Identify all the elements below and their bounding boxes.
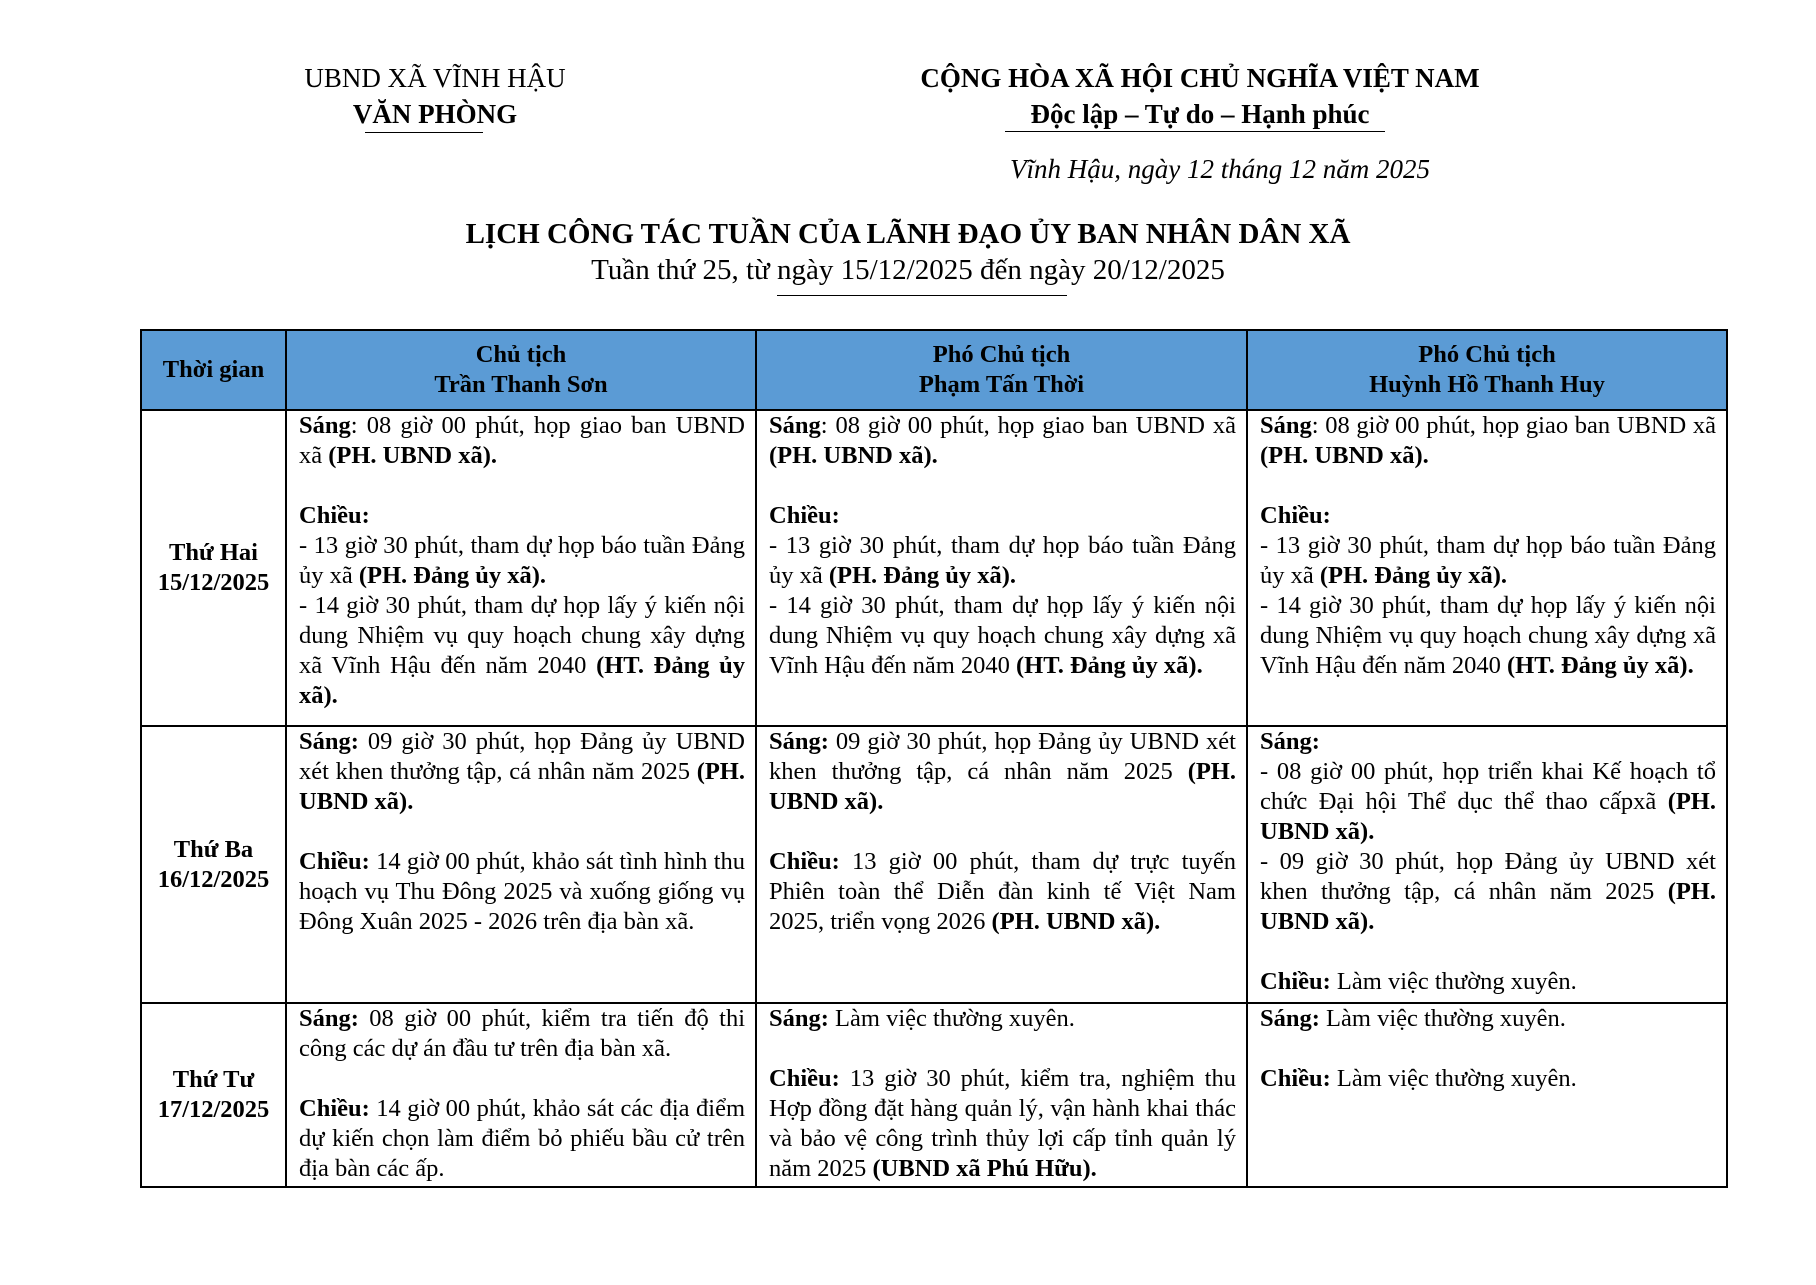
entry-item: [1260, 757, 1716, 847]
entry-text: 09 giờ 30 phút, họp Đảng ủy UBND xét khen thưởng tập, cá nhân năm 2025: [299, 728, 745, 785]
entry-location: (PH. UBND xã).: [769, 758, 1236, 815]
afternoon-label: Chiều:: [769, 1065, 840, 1092]
day-name: Thứ Hai: [169, 539, 258, 566]
entry-text: 08 giờ 00 phút, kiểm tra tiến độ thi công các dự án đầu tư trên địa bàn xã.: [299, 1005, 745, 1062]
morning-label: Sáng: [299, 412, 351, 439]
day-date: 15/12/2025: [157, 569, 270, 596]
entry-item: [1260, 847, 1716, 937]
entry-text: Làm việc thường xuyên.: [828, 1005, 1075, 1032]
schedule-cell: [756, 1003, 1247, 1187]
entry-text: 09 giờ 30 phút, họp Đảng ủy UBND xét khen thưởng tập, cá nhân năm 2025: [769, 728, 1236, 785]
entry-location: (PH. Đảng ủy xã).: [1319, 562, 1508, 589]
col-header-time: Thời gian: [141, 330, 286, 410]
schedule-cell: [1247, 726, 1727, 1003]
afternoon-entry: [769, 501, 1236, 531]
day-cell: [141, 410, 286, 726]
entry-location: (PH. UBND xã).: [1260, 878, 1716, 935]
morning-entry: [299, 1004, 745, 1064]
schedule-cell: [286, 1003, 756, 1187]
country-name: CỘNG HÒA XÃ HỘI CHỦ NGHĨA VIỆT NAM: [920, 63, 1480, 93]
morning-label: Sáng: [769, 412, 821, 439]
entry-text: : 08 giờ 00 phút, họp giao ban UBND xã: [1311, 412, 1716, 439]
col-person: Phạm Tấn Thời: [918, 371, 1085, 398]
agency-name: VĂN PHÒNG: [352, 99, 518, 129]
entry-location: (PH. UBND xã).: [991, 908, 1161, 935]
entry-text: Làm việc thường xuyên.: [1319, 1005, 1566, 1032]
morning-label: Sáng:: [1260, 728, 1320, 755]
entry-text: - 08 giờ 00 phút, họp triển khai Kế hoạch tổ chức Đại hội Thể dục thể thao cấpxã: [1260, 758, 1716, 815]
entry-location: (PH. UBND xã).: [328, 442, 498, 469]
morning-label: Sáng:: [299, 728, 359, 755]
entry-text: : 08 giờ 00 phút, họp giao ban UBND xã: [820, 412, 1236, 439]
col-role: Chủ tịch: [475, 341, 567, 368]
morning-entry: [299, 727, 745, 817]
document-subtitle: Tuần thứ 25, từ ngày 15/12/2025 đến ngày 20/12/2025: [591, 254, 1225, 286]
afternoon-label: Chiều:: [1260, 1065, 1331, 1092]
afternoon-label: Chiều:: [1260, 968, 1331, 995]
document-title: LỊCH CÔNG TÁC TUẦN CỦA LÃNH ĐẠO ỦY BAN NHÂN DÂN XÃ: [465, 218, 1351, 250]
entry-item: [1260, 591, 1716, 681]
entry-location: (HT. Đảng ủy xã).: [1507, 652, 1694, 679]
table-header-row: [141, 330, 1727, 410]
table-row: [141, 726, 1727, 1003]
schedule-cell: [756, 410, 1247, 726]
afternoon-entry: [1260, 967, 1716, 997]
day-cell: [141, 1003, 286, 1187]
motto-underline: [1005, 131, 1385, 132]
col-header-vice-chairman-1: [756, 330, 1247, 410]
col-person: Trần Thanh Sơn: [434, 371, 608, 398]
col-role: Phó Chủ tịch: [932, 341, 1071, 368]
entry-location: (UBND xã Phú Hữu).: [872, 1155, 1097, 1182]
day-name: Thứ Tư: [172, 1066, 255, 1093]
entry-text: - 14 giờ 30 phút, tham dự họp lấy ý kiến nội dung Nhiệm vụ quy hoạch chung xây dựng xã Vĩnh Hậu đến năm 2040: [1260, 592, 1716, 679]
entry-text: 13 giờ 00 phút, tham dự trực tuyến Phiên toàn thể Diễn đàn kinh tế Việt Nam 2025, triển vọng 2026: [769, 848, 1236, 935]
entry-item: [1260, 531, 1716, 591]
morning-entry: [769, 411, 1236, 471]
entry-location: (HT. Đảng ủy xã).: [1016, 652, 1203, 679]
entry-text: - 13 giờ 30 phút, tham dự họp báo tuần Đảng ủy xã: [1260, 532, 1716, 589]
entry-location: (PH. UBND xã).: [769, 442, 938, 469]
afternoon-entry: [299, 847, 745, 937]
morning-entry: [769, 727, 1236, 817]
agency-parent: UBND XÃ VĨNH HẬU: [304, 63, 566, 93]
morning-label: Sáng:: [769, 728, 829, 755]
entry-text: 14 giờ 00 phút, khảo sát các địa điểm dự kiến chọn làm điểm bỏ phiếu bầu cử trên địa bàn các ấp.: [299, 1095, 745, 1182]
table-row: [141, 1003, 1727, 1187]
morning-entry: [769, 1004, 1236, 1034]
schedule-cell: [1247, 410, 1727, 726]
afternoon-entry: [1260, 1064, 1716, 1094]
entry-text: 13 giờ 30 phút, kiểm tra, nghiệm thu Hợp đồng đặt hàng quản lý, vận hành khai thác và bảo vệ công trình thủy lợi cấp tỉnh quản lý năm 2025: [769, 1065, 1236, 1182]
entry-text: Làm việc thường xuyên.: [1330, 1065, 1577, 1092]
entry-item: [299, 531, 745, 591]
entry-location: (PH. Đảng ủy xã).: [828, 562, 1017, 589]
morning-label: Sáng: [1260, 412, 1312, 439]
entry-location: (PH. UBND xã).: [1260, 788, 1716, 845]
entry-text: - 14 giờ 30 phút, tham dự họp lấy ý kiến nội dung Nhiệm vụ quy hoạch chung xây dựng xã Vĩnh Hậu đến năm 2040: [299, 592, 745, 679]
entry-text: - 09 giờ 30 phút, họp Đảng ủy UBND xét khen thưởng tập, cá nhân năm 2025: [1260, 848, 1716, 905]
agency-header: [210, 60, 660, 132]
afternoon-entry: [299, 1094, 745, 1184]
schedule-cell: [756, 726, 1247, 1003]
afternoon-entry: [769, 847, 1236, 937]
schedule-cell: [286, 410, 756, 726]
morning-entry: [299, 411, 745, 471]
afternoon-label: Chiều:: [1260, 502, 1331, 529]
schedule-cell: [286, 726, 756, 1003]
col-header-chairman: [286, 330, 756, 410]
afternoon-label: Chiều:: [769, 502, 840, 529]
schedule-cell: [1247, 1003, 1727, 1187]
table-row: [141, 410, 1727, 726]
afternoon-label: Chiều:: [299, 1095, 370, 1122]
afternoon-entry: [299, 501, 745, 531]
motto: Độc lập – Tự do – Hạnh phúc: [1030, 99, 1370, 129]
afternoon-label: Chiều:: [299, 502, 370, 529]
day-date: 16/12/2025: [157, 865, 270, 893]
subtitle-underline: [777, 295, 1067, 296]
morning-entry: [1260, 727, 1716, 757]
entry-location: (PH. UBND xã).: [1260, 442, 1429, 469]
morning-label: Sáng:: [299, 1005, 359, 1032]
morning-label: Sáng:: [1260, 1005, 1320, 1032]
afternoon-entry: [1260, 501, 1716, 531]
morning-entry: [1260, 411, 1716, 471]
entry-text: : 08 giờ 00 phút, họp giao ban UBND xã: [299, 412, 745, 469]
entry-location: (PH. UBND xã).: [299, 758, 745, 815]
col-header-vice-chairman-2: [1247, 330, 1727, 410]
entry-location: (HT. Đảng ủy xã).: [299, 652, 745, 709]
entry-text: - 14 giờ 30 phút, tham dự họp lấy ý kiến nội dung Nhiệm vụ quy hoạch chung xây dựng xã Vĩnh Hậu đến năm 2040: [769, 592, 1236, 679]
morning-label: Sáng:: [769, 1005, 829, 1032]
country-header: [810, 60, 1590, 132]
entry-text: 14 giờ 00 phút, khảo sát tình hình thu hoạch vụ Thu Đông 2025 và xuống giống vụ Đông Xuân 2025 - 2026 trên địa bàn xã.: [299, 848, 745, 935]
col-role: Phó Chủ tịch: [1418, 341, 1556, 368]
agency-underline: [365, 132, 483, 133]
entry-text: - 13 giờ 30 phút, tham dự họp báo tuần Đảng ủy xã: [769, 532, 1236, 589]
morning-entry: [1260, 1004, 1716, 1034]
entry-item: [769, 591, 1236, 681]
place-date: Vĩnh Hậu, ngày 12 tháng 12 năm 2025: [1010, 154, 1430, 184]
afternoon-label: Chiều:: [769, 848, 840, 875]
day-name: Thứ Ba: [173, 835, 254, 863]
day-date: 17/12/2025: [157, 1096, 270, 1123]
afternoon-entry: [769, 1064, 1236, 1184]
schedule-table: [140, 329, 1728, 1188]
entry-location: (PH. Đảng ủy xã).: [358, 562, 547, 589]
day-cell: [141, 726, 286, 1003]
entry-text: - 13 giờ 30 phút, tham dự họp báo tuần Đảng ủy xã: [299, 532, 745, 589]
afternoon-label: Chiều:: [299, 848, 370, 875]
entry-text: Làm việc thường xuyên.: [1330, 968, 1577, 995]
entry-item: [769, 531, 1236, 591]
entry-item: [299, 591, 745, 711]
col-person: Huỳnh Hồ Thanh Huy: [1369, 371, 1605, 398]
